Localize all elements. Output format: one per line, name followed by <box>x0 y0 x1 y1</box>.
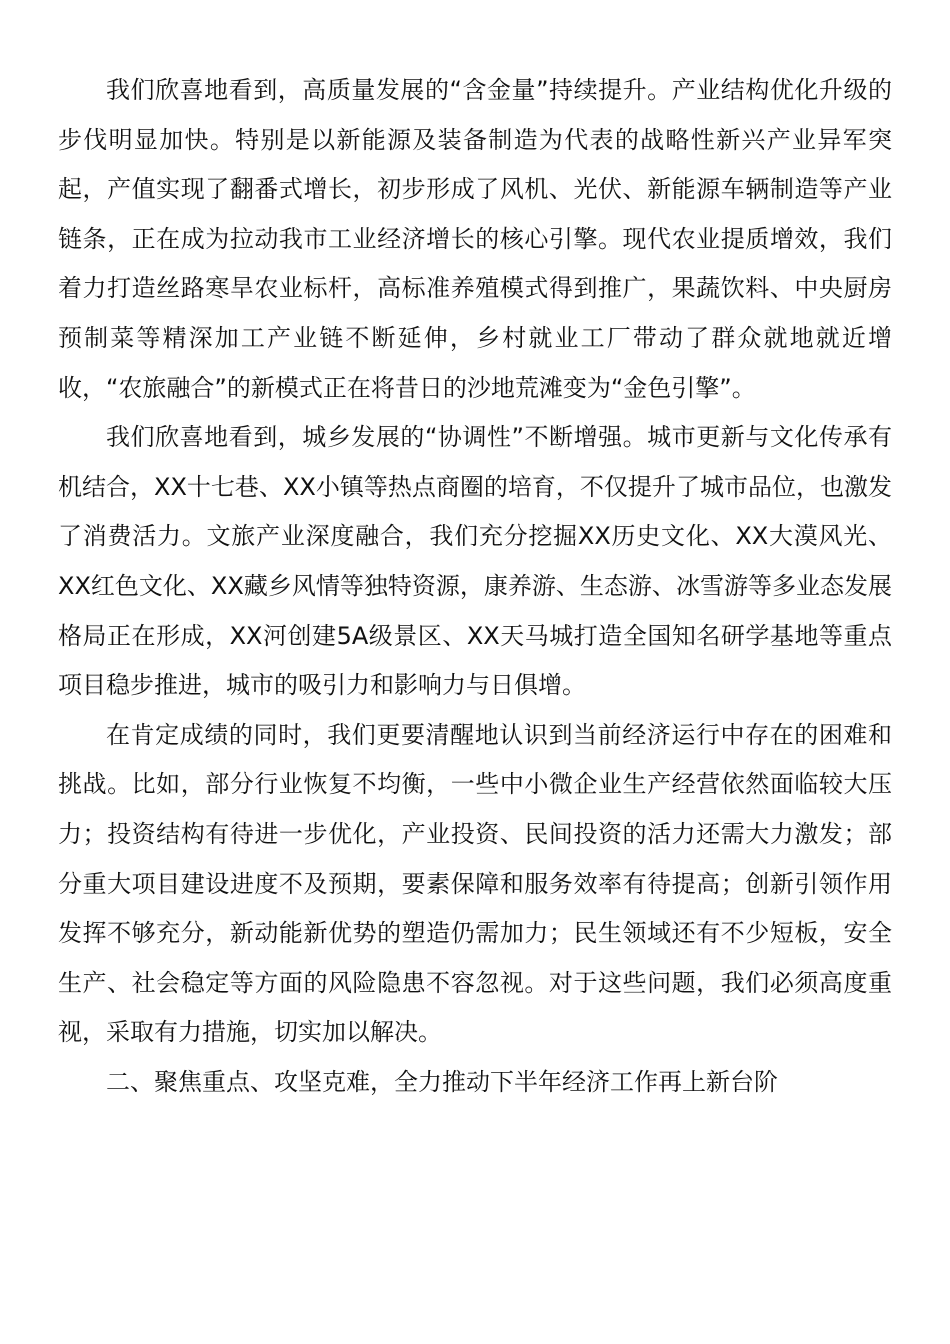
paragraph-industry-quality: 我们欣喜地看到，高质量发展的“含金量”持续提升。产业结构优化升级的步伐明显加快。特别是以新能源及装备制造为代表的战略性新兴产业异军突起，产值实现了翻番式增长，初步形成了风机、光伏、新能源车辆制造等产业链条，正在成为拉动我市工业经济增长的核心引擎。现代农业提质增效，我们着力打造丝路寒旱农业标杆，高标准养殖模式得到推广，果蔬饮料、中央厨房预制菜等精深加工产业链不断延伸，乡村就业工厂带动了群众就地就近增收，“农旅融合”的新模式正在将昔日的沙地荒滩变为“金色引擎”。 <box>58 76 892 402</box>
document-page <box>58 66 892 1107</box>
section-heading: 二、聚焦重点、攻坚克难，全力推动下半年经济工作再上新台阶 <box>106 1067 778 1096</box>
paragraph-difficulties-challenges: 在肯定成绩的同时，我们更要清醒地认识到当前经济运行中存在的困难和挑战。比如，部分行业恢复不均衡，一些中小微企业生产经营依然面临较大压力；投资结构有待进一步优化，产业投资、民间投资的活力还需大力激发；部分重大项目建设进度不及预期，要素保障和服务效率有待提高；创新引领作用发挥不够充分，新动能新优势的塑造仍需加力；民生领域还有不少短板，安全生产、社会稳定等方面的风险隐患不容忽视。对于这些问题，我们必须高度重视，采取有力措施，切实加以解决。 <box>58 720 892 1047</box>
paragraph-urban-rural-coordination: 我们欣喜地看到，城乡发展的“协调性”不断增强。城市更新与文化传承有机结合，XX十七巷、XX小镇等热点商圈的培育，不仅提升了城市品位，也激发了消费活力。文旅产业深度融合，我们充分挖掘XX历史文化、XX大漠风光、XX红色文化、XX藏乡风情等独特资源，康养游、生态游、冰雪游等多业态发展格局正在形成，XX河创建5A级景区、XX天马城打造全国知名研学基地等重点项目稳步推进，城市的吸引力和影响力与日俱增。 <box>58 423 892 700</box>
